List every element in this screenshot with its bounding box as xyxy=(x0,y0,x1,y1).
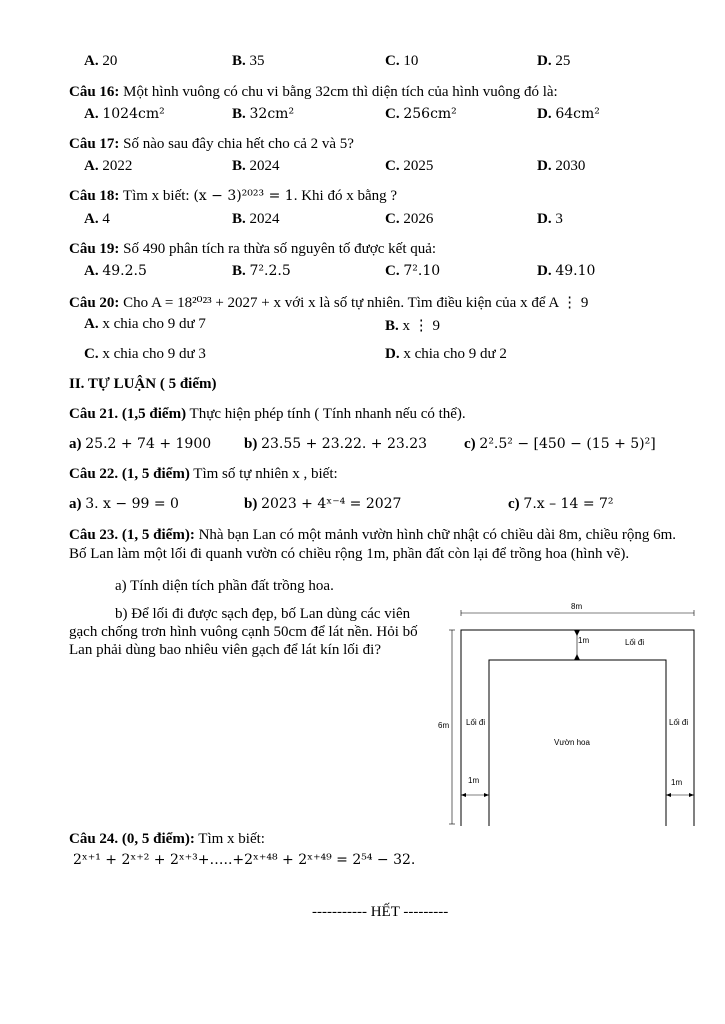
figure-path-right-label: Lối đi xyxy=(669,718,689,727)
q19-option-a: A. 49.2.5 xyxy=(84,263,147,279)
q18-option-a: A. 4 xyxy=(84,211,110,227)
q17-stem: Câu 17: Số nào sau đây chia hết cho cả 2 và 5? xyxy=(69,136,354,152)
q23-stem: Câu 23. (1, 5 điểm): Nhà bạn Lan có một mảnh vườn hình chữ nhật có chiều dài 8m, chiều rộng 6m. Bố Lan làm một lối đi quanh vườn có chiều rộng 1m, phần đất còn lại để trồng hoa (hình vẽ). xyxy=(69,527,676,562)
q23-part-b: b) Để lối đi được sạch đẹp, bố Lan dùng các viên gạch chống trơn hình vuông cạnh 50cm để lát nền. Hỏi bố Lan phải dùng bao nhiêu viên gạch để lát kín lối đi? xyxy=(69,606,418,658)
q17-option-c: C. 2025 xyxy=(385,158,434,174)
q19-option-d: D. 49.10 xyxy=(537,263,596,279)
q16-option-a: A. 1024cm² xyxy=(84,106,165,122)
q22-stem: Câu 22. (1, 5 điểm) Tìm số tự nhiên x , biết: xyxy=(69,466,338,482)
q17-option-a: A. 2022 xyxy=(84,158,133,174)
figure-garden-label: Vườn hoa xyxy=(554,738,590,747)
figure-right-gap-label: 1m xyxy=(671,778,683,787)
q16-option-c: C. 256cm² xyxy=(385,106,457,122)
q18-option-c: C. 2026 xyxy=(385,211,434,227)
garden-figure xyxy=(432,598,702,835)
q16-option-b: B. 32cm² xyxy=(232,106,295,122)
q18-option-b: B. 2024 xyxy=(232,211,280,227)
q20-stem: Câu 20: Cho A = 18²⁰²³ + 2027 + x với x là số tự nhiên. Tìm điều kiện của x để A ⋮ 9 xyxy=(69,295,589,311)
q21-part-c: c) 2².5² − [450 − (15 + 5)²] xyxy=(464,436,656,452)
q22-part-a: a) 3. x − 99 = 0 xyxy=(69,496,179,512)
figure-top-gap-label: 1m xyxy=(578,636,590,645)
q20-option-d: D. x chia cho 9 dư 2 xyxy=(385,346,507,362)
q23-part-a: a) Tính diện tích phần đất trồng hoa. xyxy=(115,578,334,594)
figure-width-label: 8m xyxy=(571,602,583,611)
q17-option-d: D. 2030 xyxy=(537,158,586,174)
q16-option-d: D. 64cm² xyxy=(537,106,600,122)
q17-option-b: B. 2024 xyxy=(232,158,280,174)
q21-part-b: b) 23.55 + 23.22. + 23.23 xyxy=(244,436,428,452)
q24-equation: 2ˣ⁺¹ + 2ˣ⁺² + 2ˣ⁺³+…..+2ˣ⁺⁴⁸ + 2ˣ⁺⁴⁹ = 2⁵⁴ − 32. xyxy=(73,852,416,868)
figure-path-left-label: Lối đi xyxy=(466,718,486,727)
q21-part-a: a) 25.2 + 74 + 1900 xyxy=(69,436,212,452)
section-heading: II. TỰ LUẬN ( 5 điểm) xyxy=(69,376,217,392)
q20-option-a: A. x chia cho 9 dư 7 xyxy=(84,316,206,332)
q20-option-c: C. x chia cho 9 dư 3 xyxy=(84,346,206,362)
figure-height-label: 6m xyxy=(438,721,450,730)
q16-stem: Câu 16: Một hình vuông có chu vi bằng 32cm thì diện tích của hình vuông đó là: xyxy=(69,84,558,100)
garden-diagram xyxy=(432,598,702,830)
q24-stem: Câu 24. (0, 5 điểm): Tìm x biết: xyxy=(69,831,265,847)
q15-option-c: C. 10 xyxy=(385,53,419,69)
q20-option-b: B. x ⋮ 9 xyxy=(385,318,441,334)
q18-option-d: D. 3 xyxy=(537,211,563,227)
q22-part-c: c) 7.x – 14 = 7² xyxy=(508,496,614,512)
end-marker: ----------- HẾT --------- xyxy=(312,904,449,920)
q18-stem: Câu 18: Tìm x biết: (x − 3)²⁰²³ = 1. Khi đó x bằng ? xyxy=(69,188,398,204)
q19-option-c: C. 7².10 xyxy=(385,263,441,279)
q21-stem: Câu 21. (1,5 điểm) Thực hiện phép tính ( Tính nhanh nếu có thể). xyxy=(69,406,466,422)
q15-option-b: B. 35 xyxy=(232,53,265,69)
q22-part-b: b) 2023 + 4ˣ⁻⁴ = 2027 xyxy=(244,496,402,512)
q15-option-d: D. 25 xyxy=(537,53,571,69)
figure-path-top-label: Lối đi xyxy=(625,638,645,647)
q15-option-a: A. 20 xyxy=(84,53,118,69)
q19-option-b: B. 7².2.5 xyxy=(232,263,291,279)
q19-stem: Câu 19: Số 490 phân tích ra thừa số nguyên tố được kết quả: xyxy=(69,241,437,257)
figure-left-gap-label: 1m xyxy=(468,776,480,785)
